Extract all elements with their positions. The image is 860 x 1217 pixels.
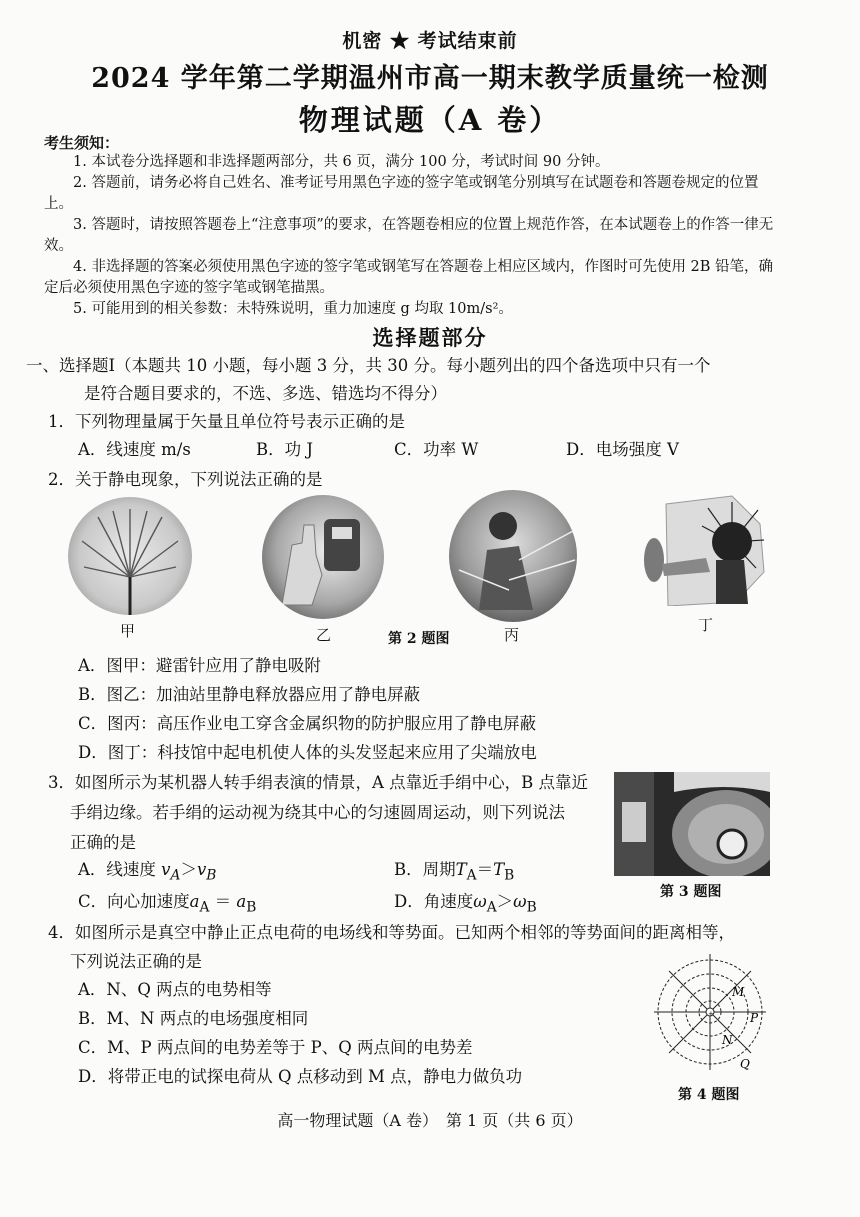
figure-static-discharger (262, 495, 384, 619)
figure-label-bing: 丙 (504, 626, 520, 644)
q4-option-a: A．N、Q 两点的电势相等 (78, 980, 272, 999)
q3-caption: 第 3 题图 (660, 884, 722, 900)
point-n-label: N (722, 1033, 733, 1047)
section-intro-line: 是符合题目要求的，不选、多选、错选均不得分） (84, 384, 447, 403)
q3-option-d: D．角速度$\omega_A>\omega_B$ (394, 892, 537, 916)
q3-option-c: C．向心加速度$a_A = a_B$ (78, 892, 257, 916)
figure-robot-handkerchief (614, 772, 770, 876)
figure-label-jia: 甲 (120, 622, 136, 640)
q4-stem-line: 4．如图所示是真空中静止正点电荷的电场线和等势面。已知两个相邻的等势面间的距离相等， (48, 923, 735, 942)
q2-option-c: C．图丙：高压作业电工穿含金属织物的防护服应用了静电屏蔽 (78, 714, 537, 733)
q1-stem: 1．下列物理量属于矢量且单位符号表示正确的是 (48, 412, 405, 431)
notice-item: 3. 答题时，请按照答题卷上“注意事项”的要求，在答题卷相应的位置上规范作答，在本试题卷上的作答一律无效。 (44, 217, 774, 254)
notice-item: 5. 可能用到的相关参数：未特殊说明，重力加速度 g 均取 10m/s²。 (73, 301, 513, 317)
point-q-label: Q (740, 1057, 750, 1071)
exam-title: 2024 学年第二学期温州市高一期末教学质量统一检测 (91, 63, 769, 94)
notice-heading: 考生须知： (44, 134, 120, 152)
q3-options (0, 856, 600, 916)
q4-option-b: B．M、N 两点的电场强度相同 (78, 1009, 309, 1028)
point-p-label: P (750, 1011, 759, 1025)
q2-options (78, 651, 778, 767)
q1-option-c: C．功率 W (394, 440, 479, 459)
page-footer: 高一物理试题（A 卷） 第 1 页（共 6 页） (277, 1111, 583, 1130)
q3-option-b: B．周期$T_A=T_B$ (394, 860, 515, 884)
q2-option-b: B．图乙：加油站里静电释放器应用了静电屏蔽 (78, 685, 421, 704)
q2-stem: 2．关于静电现象，下列说法正确的是 (48, 470, 323, 489)
section-title: 选择题部分 (372, 325, 488, 350)
svg-text:+: + (708, 1010, 714, 1018)
q3-stem (48, 768, 618, 858)
q4-option-d: D．将带正电的试探电荷从 Q 点移动到 M 点，静电力做负功 (78, 1067, 523, 1086)
q3-stem-line: 手绢边缘。若手绢的运动视为绕其中心的匀速圆周运动，则下列说法 (70, 803, 565, 822)
point-m-label: M (732, 985, 745, 999)
figure-lightning-rod (68, 497, 192, 615)
q1-option-b: B．功 J (256, 440, 313, 459)
q4-option-c: C．M、P 两点间的电势差等于 P、Q 两点间的电势差 (78, 1038, 473, 1057)
q2-caption: 第 2 题图 (388, 631, 450, 647)
notice-item: 4. 非选择题的答案必须使用黑色字迹的签字笔或钢笔写在答题卷上相应区域内，作图时可先使用 2B 铅笔，确定后必须使用黑色字迹的签字笔或钢笔描黑。 (44, 259, 774, 296)
q2-option-d: D．图丁：科技馆中起电机使人体的头发竖起来应用了尖端放电 (78, 743, 537, 762)
exam-subtitle: 物理试题（A 卷） (298, 103, 562, 137)
figure-electrician (449, 490, 577, 622)
notice-item: 1. 本试卷分选择题和非选择题两部分，共 6 页，满分 100 分，考试时间 90 分钟。 (73, 154, 610, 170)
q3-stem-line: 3．如图所示为某机器人转手绢表演的情景，A 点靠近手绢中心，B 点靠近 (48, 773, 589, 792)
q4-caption: 第 4 题图 (678, 1087, 740, 1103)
figure-label-ding: 丁 (698, 616, 714, 634)
section-intro-line: 一、选择题Ⅰ（本题共 10 小题，每小题 3 分，共 30 分。每小题列出的四个备选项中只有一个 (26, 356, 711, 375)
q4-stem-line: 下列说法正确的是 (70, 952, 202, 971)
q1-option-a: A．线速度 m/s (78, 440, 191, 459)
figure-hair-generator (636, 494, 768, 606)
figure-electric-field (652, 950, 768, 1074)
lightning-rod-drawing (68, 497, 192, 615)
q1-options (0, 436, 860, 464)
figure-label-yi: 乙 (316, 626, 332, 644)
notice-list (44, 152, 774, 320)
confidential-label: 机密 ★ 考试结束前 (342, 30, 518, 52)
section-intro (26, 352, 796, 408)
q4-options (78, 975, 638, 1091)
q1-option-d: D．电场强度 V (566, 440, 679, 459)
q3-option-a: A．线速度 $v_A>v_B$ (78, 860, 217, 884)
q2-option-a: A．图甲：避雷针应用了静电吸附 (78, 656, 321, 675)
q3-stem-line: 正确的是 (70, 833, 136, 852)
notice-item: 2. 答题前，请务必将自己姓名、准考证号用黑色字迹的签字笔或钢笔分别填写在试题卷和答题卷规定的位置上。 (44, 175, 759, 212)
